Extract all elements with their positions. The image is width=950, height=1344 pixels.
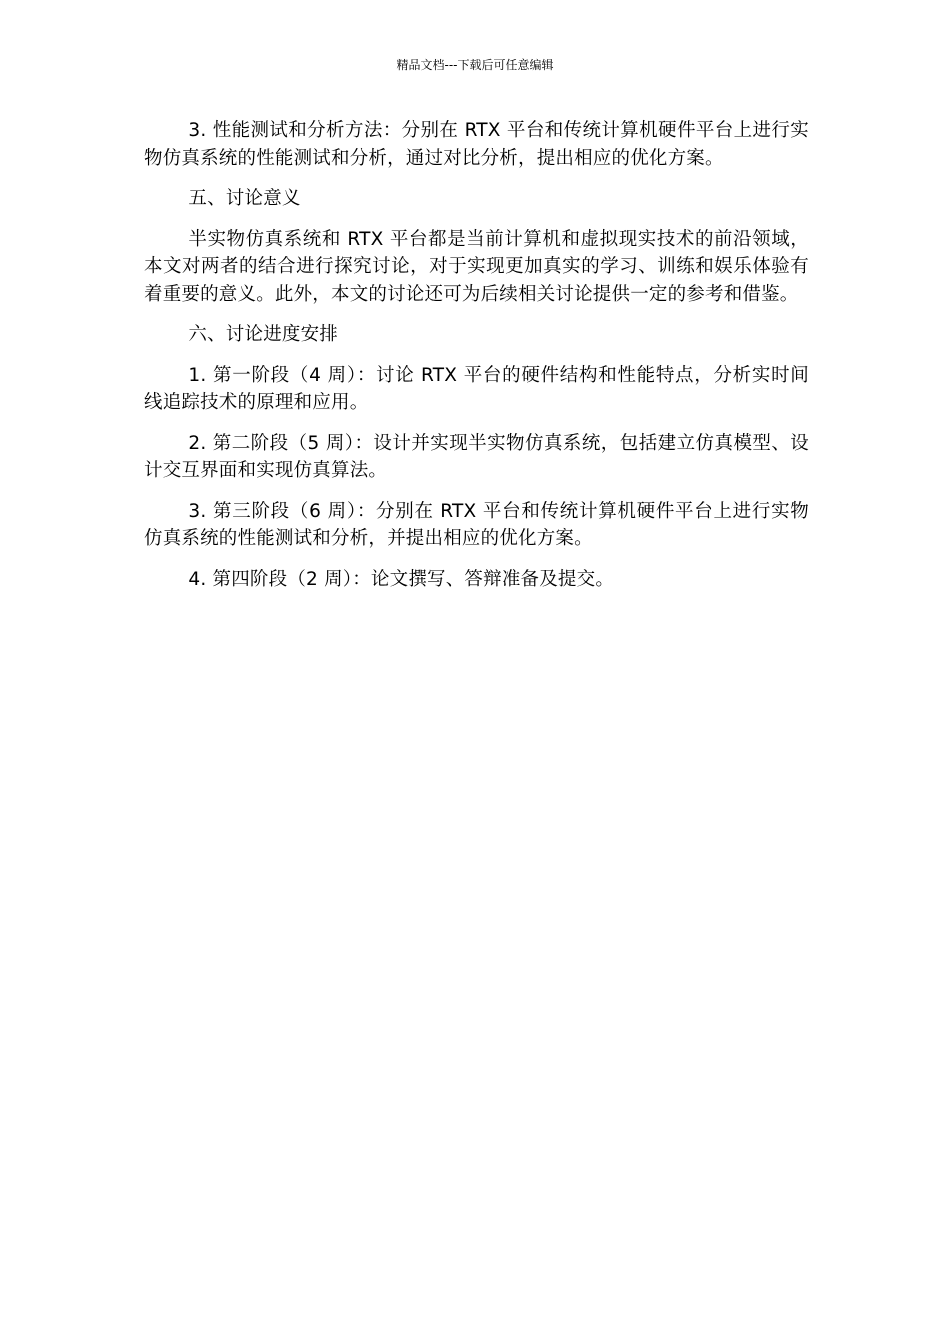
schedule-phase-1: 1. 第一阶段（4 周）：讨论 RTX 平台的硬件结构和性能特点，分析实时间线追踪技术的原理和应用。 [144,364,809,413]
paragraph-performance-test-method: 3. 性能测试和分析方法：分别在 RTX 平台和传统计算机硬件平台上进行实物仿真系统的性能测试和分析，通过对比分析，提出相应的优化方案。 [144,120,809,169]
schedule-phase-4: 4. 第四阶段（2 周）：论文撰写、答辩准备及提交。 [188,568,615,590]
section-heading-schedule: 六、讨论进度安排 [188,324,338,345]
document-body [144,117,809,606]
section-heading-significance: 五、讨论意义 [188,188,301,209]
page-header: 精品文档---下载后可任意编辑 [396,58,554,72]
schedule-phase-2: 2. 第二阶段（5 周）：设计并实现半实物仿真系统，包括建立仿真模型、设计交互界面和实现仿真算法。 [144,432,809,481]
schedule-phase-3: 3. 第三阶段（6 周）：分别在 RTX 平台和传统计算机硬件平台上进行实物仿真系统的性能测试和分析，并提出相应的优化方案。 [144,500,809,549]
paragraph-significance: 半实物仿真系统和 RTX 平台都是当前计算机和虚拟现实技术的前沿领域，本文对两者的结合进行探究讨论，对于实现更加真实的学习、训练和娱乐体验有着重要的意义。此外，本文的讨论还可为后续相关讨论提供一定的参考和借鉴。 [144,228,809,305]
